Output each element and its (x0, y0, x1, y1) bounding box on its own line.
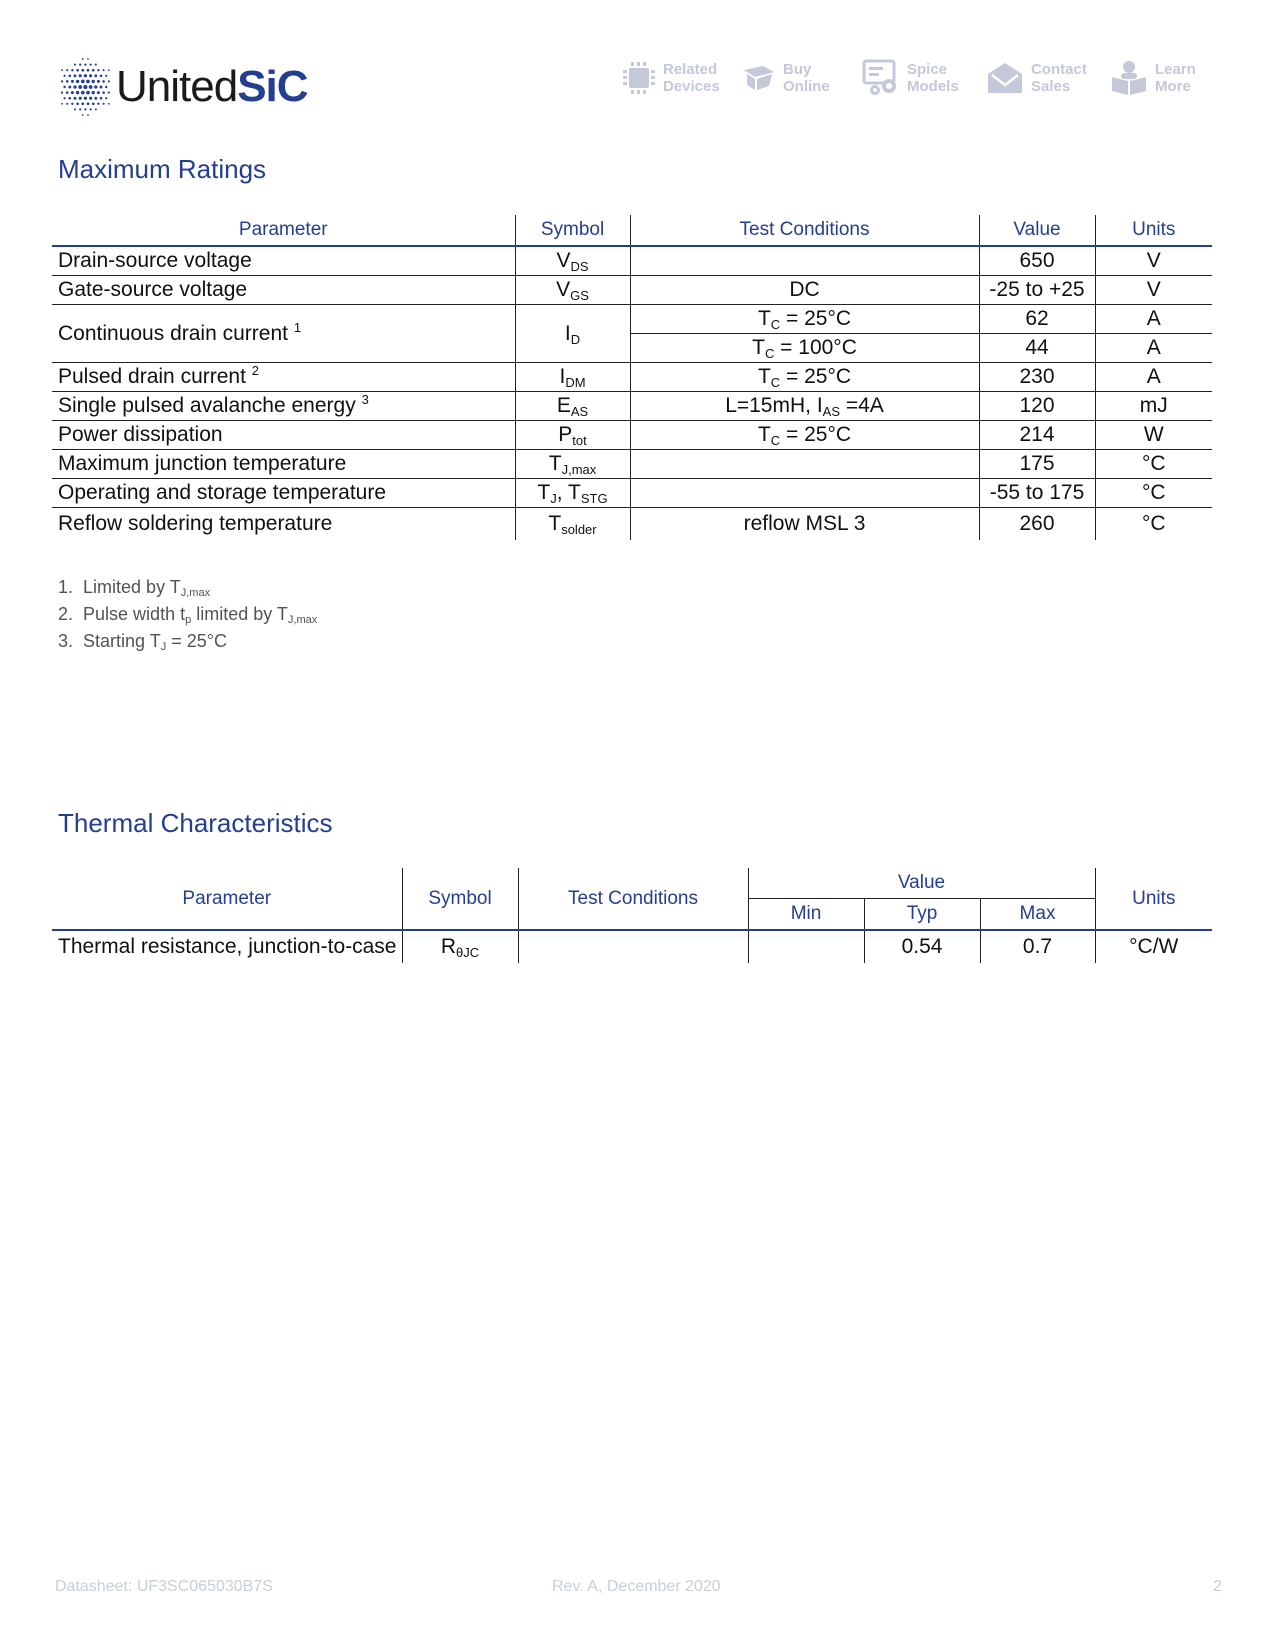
condition-sub: C (770, 433, 781, 448)
logo-dot (78, 85, 82, 89)
buy-online-label: Buy Online (783, 61, 830, 95)
logo-dot (63, 86, 65, 88)
logo-dot (81, 91, 85, 95)
unit-cell: A (1095, 334, 1212, 363)
logo-dot (69, 75, 72, 78)
symbol-cell (515, 479, 630, 508)
condition-cell (630, 479, 979, 508)
hex-dots-logo-icon (58, 54, 112, 120)
symbol-text: V (556, 249, 571, 272)
logo-dot (86, 80, 90, 84)
condition-cell (630, 392, 979, 421)
contact-sales-button[interactable] (985, 58, 1091, 98)
param-cell (52, 305, 515, 363)
condition-text: T (757, 365, 771, 388)
header-test-conditions: Test Conditions (518, 868, 748, 930)
header-parameter: Parameter (52, 868, 402, 930)
footnote-sub: J (160, 641, 167, 653)
thermal-title: Thermal Characteristics (58, 808, 333, 838)
learn-more-label: Learn More (1155, 61, 1196, 95)
max-ratings-title: Maximum Ratings (58, 154, 267, 184)
condition-rest: = 25°C (780, 307, 852, 330)
logo-dot (63, 97, 65, 99)
footnote-ref: 3 (361, 392, 369, 407)
condition-cell (630, 334, 979, 363)
logo-dot (66, 91, 69, 94)
logo-dot (103, 69, 105, 71)
symbol-sub: J,max (561, 462, 597, 477)
footnotes (58, 574, 317, 655)
condition-text: T (752, 336, 765, 359)
table-row (52, 479, 1212, 508)
logo-dot (61, 103, 63, 105)
contact-sales-label: Contact Sales (1031, 61, 1087, 95)
logo-united-text: United (116, 62, 238, 111)
value-cell: 120 (979, 392, 1095, 421)
spice-models-label: Spice Models (907, 61, 959, 95)
condition-cell (518, 930, 748, 963)
condition-sub: C (764, 346, 775, 361)
condition-cell (630, 363, 979, 392)
logo-dot (92, 80, 95, 83)
logo-dot (100, 86, 103, 89)
value-cell: 175 (979, 450, 1095, 479)
unit-cell: °C/W (1129, 935, 1179, 958)
logo-dot (89, 97, 92, 100)
condition-rest: =4A (840, 394, 884, 417)
logo-dot (74, 74, 77, 77)
logo-dot (86, 91, 90, 95)
value-cell: 230 (979, 363, 1095, 392)
condition-rest: = 25°C (780, 423, 852, 446)
envelope-icon (985, 60, 1025, 96)
logo-dot (92, 91, 95, 94)
logo-dot (105, 86, 107, 88)
table-row (52, 276, 1212, 305)
logo-dot (97, 69, 99, 71)
table-row (52, 305, 1212, 334)
param-cell: Thermal resistance, junction-to-case (52, 930, 402, 963)
footnote-ref: 2 (251, 363, 260, 378)
logo-dot (89, 74, 92, 77)
logo-dot (71, 80, 74, 83)
logo-dot (94, 74, 97, 77)
typ-cell: 0.54 (864, 930, 980, 963)
spice-models-button[interactable] (861, 58, 967, 98)
param-cell: Drain-source voltage (52, 246, 515, 276)
symbol-sub: J (550, 491, 557, 506)
symbol-text: E (556, 394, 571, 417)
logo-dot (94, 97, 97, 100)
symbol-sub: tot (572, 433, 587, 448)
symbol-cell (515, 508, 630, 541)
condition-text: T (757, 423, 771, 446)
logo-dot (100, 75, 103, 78)
logo-dot (61, 92, 63, 94)
logo-dot (87, 114, 89, 116)
logo-dot (89, 108, 91, 110)
logo-dot (74, 97, 77, 100)
logo-dot (76, 91, 79, 94)
logo-dot (83, 85, 87, 89)
chip-icon (621, 60, 657, 96)
logo-dot (71, 103, 73, 105)
condition-sub: C (770, 375, 781, 390)
header-symbol: Symbol (402, 868, 518, 930)
condition-cell: reflow MSL 3 (630, 508, 979, 541)
condition-cell (630, 246, 979, 276)
symbol-sub: D (570, 331, 581, 347)
param-cell: Reflow soldering temperature (52, 508, 515, 541)
symbol-cell (515, 392, 630, 421)
unit-cell: A (1095, 363, 1212, 392)
footnote-sub: p (185, 614, 192, 626)
symbol-text: T (537, 481, 551, 504)
unit-cell: A (1095, 305, 1212, 334)
footnote-sub: J,max (180, 587, 211, 599)
footnote-sub: J,max (287, 614, 318, 626)
symbol-text: T (548, 452, 562, 475)
logo-dot (87, 69, 90, 72)
value-cell: -25 to +25 (979, 276, 1095, 305)
logo-dot (63, 75, 65, 77)
logo-dot (74, 108, 76, 110)
logo-dot (76, 80, 79, 83)
footer-page-number: 2 (1213, 1578, 1222, 1595)
symbol-sub: solder (561, 522, 597, 537)
footer-datasheet: Datasheet: UF3SC065030B7S (55, 1578, 273, 1595)
param-cell: Maximum junction temperature (52, 450, 515, 479)
gears-icon (861, 58, 901, 98)
param-cell: Power dissipation (52, 421, 515, 450)
logo-dot (84, 108, 86, 110)
header-value: Value (979, 215, 1095, 246)
header-units: Units (1095, 868, 1212, 930)
related-devices-label: Related Devices (663, 61, 720, 95)
unit-cell: °C (1095, 450, 1212, 479)
footer-revision: Rev. A, December 2020 (552, 1578, 721, 1595)
param-cell (52, 363, 515, 392)
condition-sub: AS (822, 404, 840, 419)
logo-dot (108, 69, 110, 71)
logo-dot (102, 91, 105, 94)
reader-icon (1109, 59, 1149, 97)
logo-dot (97, 91, 100, 94)
logo-dot (69, 97, 72, 100)
logo-dot (79, 97, 82, 100)
logo-dot (97, 80, 100, 83)
condition-text: L=15mH, I (725, 394, 823, 417)
unit-cell: W (1095, 421, 1212, 450)
table-row (52, 508, 1212, 541)
symbol-text: R (440, 935, 457, 958)
unit-cell: °C (1095, 479, 1212, 508)
logo-dot (74, 64, 76, 66)
logo-dot (84, 97, 87, 100)
condition-cell (630, 450, 979, 479)
logo-dot (100, 97, 103, 100)
symbol-cell (515, 305, 630, 363)
footnote (58, 601, 317, 628)
symbol-sub: AS (570, 404, 589, 419)
symbol-text: P (558, 423, 573, 446)
logo-dot (92, 102, 95, 105)
symbol-cell (402, 930, 518, 963)
logo-dot (66, 69, 68, 71)
thermal-table (52, 868, 1212, 963)
symbol-sub: DM (565, 375, 586, 390)
logo-dot (87, 102, 90, 105)
symbol-sub: DS (570, 259, 589, 274)
header-symbol: Symbol (515, 215, 630, 246)
logo-sic-text: SiC (237, 62, 308, 111)
logo-dot (87, 58, 89, 60)
condition-sub: C (770, 317, 781, 332)
logo-dot (108, 80, 110, 82)
logo-dot (82, 114, 84, 116)
logo-dot (61, 69, 63, 71)
param-text: Pulsed drain current (58, 365, 246, 388)
symbol-cell (515, 276, 630, 305)
logo-dot (79, 74, 82, 77)
param-text: Continuous drain current (58, 321, 288, 345)
header-units: Units (1095, 215, 1212, 246)
footnote-ref: 1 (293, 319, 302, 335)
logo-dot (79, 108, 81, 110)
unit-cell: °C (1141, 512, 1166, 535)
table-row (52, 363, 1212, 392)
logo-dot (103, 103, 105, 105)
param-cell: Operating and storage temperature (52, 479, 515, 508)
footnote-number: 1. (58, 577, 74, 597)
table-row (52, 246, 1212, 276)
symbol-cell (515, 450, 630, 479)
learn-more-button[interactable] (1109, 58, 1215, 98)
logo-dot (79, 63, 81, 65)
symbol-sub: θJC (456, 945, 480, 960)
symbol-sub: GS (570, 288, 589, 303)
unit-cell: mJ (1095, 392, 1212, 421)
footnote-number: 3. (58, 631, 74, 651)
logo-dot (105, 75, 107, 77)
param-cell: Gate-source voltage (52, 276, 515, 305)
footnote (58, 628, 317, 655)
symbol-text: T (548, 512, 562, 535)
related-devices-button[interactable] (621, 58, 723, 98)
logo-dot (71, 69, 73, 71)
symbol-mid: , T (556, 481, 581, 504)
symbol-text: I (564, 321, 571, 345)
condition-rest: = 25°C (780, 365, 852, 388)
table-row (52, 450, 1212, 479)
max-cell: 0.7 (980, 930, 1095, 963)
footnote-text: Pulse width t (83, 604, 186, 624)
unit-cell: V (1095, 276, 1212, 305)
logo-dot (81, 69, 84, 72)
cart-icon (741, 60, 777, 96)
symbol-cell (515, 363, 630, 392)
footnote-rest: = 25°C (166, 631, 227, 651)
table-row (52, 392, 1212, 421)
logo-dot (66, 80, 69, 83)
logo-dot (92, 69, 95, 72)
logo-dot (95, 64, 97, 66)
logo-dot (73, 85, 76, 88)
header-parameter: Parameter (52, 215, 515, 246)
value-cell: 44 (979, 334, 1095, 363)
footnote (58, 574, 317, 601)
symbol-text: I (559, 365, 566, 388)
param-text: Single pulsed avalanche energy (58, 394, 356, 417)
table-row (52, 421, 1212, 450)
logo-dot (61, 80, 63, 82)
logo-dot (102, 80, 105, 83)
logo-dot (81, 80, 85, 84)
footnote-rest: limited by T (191, 604, 288, 624)
value-cell: 214 (979, 421, 1095, 450)
logo-dot (108, 103, 110, 105)
logo-dot (66, 103, 68, 105)
max-ratings-table (52, 215, 1212, 540)
value-cell: -55 to 175 (979, 479, 1095, 508)
condition-text: T (757, 307, 771, 330)
condition-cell: DC (630, 276, 979, 305)
value-cell: 650 (979, 246, 1095, 276)
buy-online-button[interactable] (741, 58, 843, 98)
header-typ: Typ (864, 899, 980, 931)
param-cell (52, 392, 515, 421)
header-test-conditions: Test Conditions (630, 215, 979, 246)
logo-dot (105, 97, 107, 99)
condition-rest: = 100°C (774, 336, 857, 359)
logo-dot (76, 102, 79, 105)
table-header-row (52, 868, 1212, 899)
footnote-text: Limited by T (83, 577, 181, 597)
logo-dot (97, 103, 99, 105)
logo-dot (71, 91, 74, 94)
header-value: Value (748, 868, 1095, 899)
footnote-text: Starting T (83, 631, 161, 651)
united-sic-logo (58, 52, 308, 122)
header-max: Max (980, 899, 1095, 931)
unit-cell: V (1095, 246, 1212, 276)
symbol-text: V (556, 278, 571, 301)
value-cell: 62 (979, 305, 1095, 334)
logo-dot (89, 63, 91, 65)
logo-dot (82, 58, 84, 60)
symbol-cell (515, 246, 630, 276)
logo-dot (84, 74, 87, 77)
condition-cell (630, 305, 979, 334)
logo-dot (89, 85, 93, 89)
logo-dot (84, 63, 86, 65)
symbol-sub: STG (580, 491, 608, 506)
logo-dot (108, 92, 110, 94)
logo-dot (94, 85, 97, 88)
footnote-number: 2. (58, 604, 74, 624)
header-min: Min (748, 899, 864, 931)
table-header-row (52, 215, 1212, 246)
logo-dot (95, 108, 97, 110)
value-cell: 260 (979, 508, 1095, 541)
symbol-cell (515, 421, 630, 450)
table-row (52, 930, 1212, 963)
logo-dot (68, 86, 71, 89)
condition-cell (630, 421, 979, 450)
logo-dot (76, 69, 79, 72)
min-cell (748, 930, 864, 963)
logo-dot (81, 102, 84, 105)
header-toolbar (621, 58, 1215, 98)
